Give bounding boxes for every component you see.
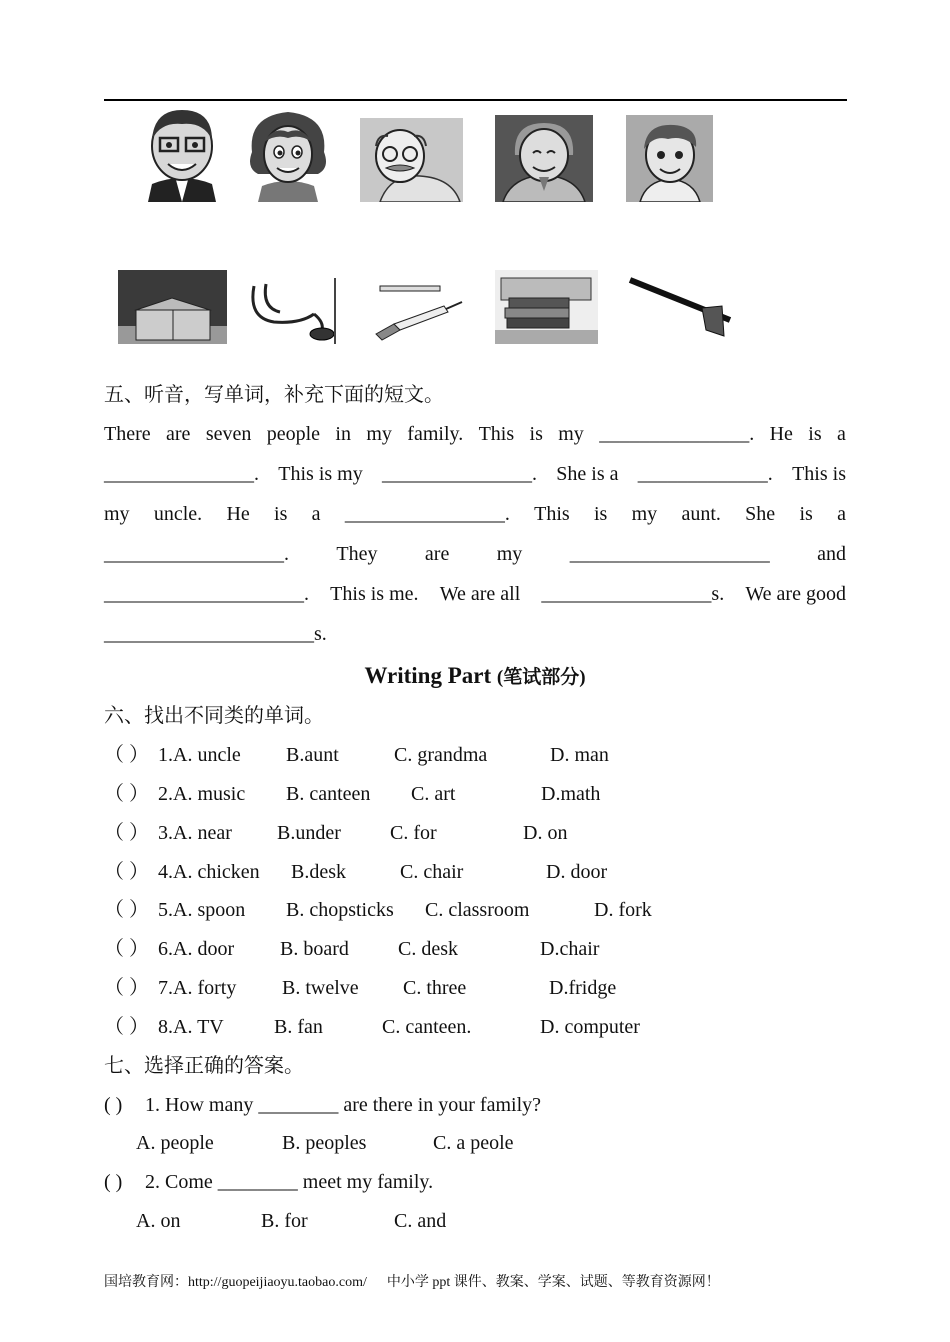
option-c: C. canteen.: [382, 1016, 472, 1038]
passage-blank: _______________.: [104, 463, 259, 485]
passage-word: This: [534, 503, 570, 525]
footer: [104, 1271, 720, 1291]
option-b: B. twelve: [282, 977, 359, 999]
question-text: 2. Come ________ meet my family.: [145, 1171, 434, 1193]
option-a: 7.A. forty: [158, 977, 237, 999]
passage-word: my: [496, 543, 523, 565]
option-a: 5.A. spoon: [158, 899, 246, 921]
option-d: D. fork: [594, 899, 652, 921]
father-picture: [138, 104, 226, 202]
answer-paren[interactable]: （ ）: [104, 977, 149, 999]
option-b: B. chopsticks: [286, 899, 394, 921]
section5-heading: 五、听音，写单词，补充下面的短文。: [104, 384, 444, 406]
passage-blank: __________________.: [104, 543, 289, 565]
option-b: B.aunt: [286, 744, 339, 766]
answer-paren[interactable]: （ ）: [104, 861, 149, 883]
passage-line-3: [104, 502, 846, 526]
passage-word: people: [266, 423, 321, 445]
writing-part-title-main: Writing Part: [364, 663, 492, 688]
stethoscope-picture: [244, 278, 338, 344]
passage-blank: _________________s.: [541, 583, 725, 605]
option-b: B. fan: [274, 1016, 323, 1038]
answer-paren[interactable]: （ ）: [104, 938, 149, 960]
passage-word: my: [558, 423, 584, 445]
option-c: C. a peole: [433, 1132, 514, 1154]
option-d: D.chair: [540, 938, 600, 960]
passage-blank: ________________.: [344, 503, 510, 525]
passage-word: my: [104, 503, 130, 525]
answer-paren[interactable]: （ ）: [104, 899, 149, 921]
passage-word: aunt.: [681, 503, 721, 525]
option-b: B. canteen: [286, 783, 371, 805]
option-d: D. on: [523, 822, 568, 844]
option-a: 3.A. near: [158, 822, 232, 844]
passage-word: uncle.: [153, 503, 203, 525]
option-d: D. door: [546, 861, 608, 883]
blackboard-picture: [118, 270, 227, 344]
boy-picture: [626, 115, 713, 202]
passage-word: is: [808, 423, 822, 445]
passage-word: is: [799, 503, 813, 525]
option-c: C. and: [394, 1210, 447, 1232]
option-a: 6.A. door: [158, 938, 235, 960]
option-a: 8.A. TV: [158, 1016, 224, 1038]
option-b: B.under: [277, 822, 341, 844]
passage-text: This is: [792, 463, 846, 485]
option-a: 2.A. music: [158, 783, 246, 805]
option-c: C. for: [390, 822, 437, 844]
passage-word: She: [745, 503, 776, 525]
passage-word: They: [336, 543, 378, 565]
mother-picture: [244, 108, 332, 202]
passage-word: family.: [407, 423, 464, 445]
answer-paren[interactable]: （ ）: [104, 822, 149, 844]
top-rule: [104, 99, 847, 101]
option-a: 4.A. chicken: [158, 861, 260, 883]
answer-paren[interactable]: ( ): [104, 1094, 123, 1116]
passage-word: This: [478, 423, 515, 445]
option-b: B.desk: [291, 861, 346, 883]
answer-paren[interactable]: ( ): [104, 1171, 123, 1193]
option-d: D. computer: [540, 1016, 640, 1038]
passage-word: seven: [205, 423, 252, 445]
passage-text: We are good: [745, 583, 846, 605]
passage-word: my: [631, 503, 658, 525]
writing-part-title-sub: (笔试部分): [496, 667, 586, 688]
answer-paren[interactable]: （ ）: [104, 744, 149, 766]
question-text: 1. How many ________ are there in your family?: [145, 1094, 542, 1116]
option-b: B. peoples: [282, 1132, 367, 1154]
footer-site: 国培教育网：http://guopeijiaoyu.taobao.com/: [104, 1275, 367, 1290]
passage-blank: ____________________: [569, 543, 770, 565]
passage-word: a: [836, 423, 846, 445]
passage-word: is: [274, 503, 288, 525]
passage-word: is: [593, 503, 608, 525]
passage-word: are: [424, 543, 450, 565]
passage-word: is: [529, 423, 543, 445]
option-a: A. on: [136, 1210, 181, 1232]
option-c: C. desk: [398, 938, 458, 960]
grandpa-picture: [360, 118, 463, 202]
passage-line-4: [104, 542, 846, 566]
footer-desc: 中小学 ppt 课件、教案、学案、试题、等教育资源网！: [386, 1275, 720, 1290]
passage-text: We are all: [439, 583, 521, 605]
option-b: B. for: [261, 1210, 308, 1232]
books-picture: [495, 270, 598, 344]
option-c: C. classroom: [425, 899, 530, 921]
passage-word: There: [104, 423, 151, 445]
option-c: C. three: [403, 977, 467, 999]
passage-text: She is a: [556, 463, 619, 485]
option-b: B. board: [280, 938, 349, 960]
passage-blank: _______________.: [599, 423, 755, 445]
answer-paren[interactable]: （ ）: [104, 783, 149, 805]
section6-heading: 六、找出不同类的单词。: [104, 705, 324, 727]
section7-heading: 七、选择正确的答案。: [104, 1055, 304, 1077]
passage-line-1: [104, 422, 846, 446]
writing-part-title: [0, 662, 950, 689]
passage-word: He: [769, 423, 793, 445]
answer-paren[interactable]: （ ）: [104, 1016, 149, 1038]
passage-line-2: [104, 462, 846, 486]
grandma-picture: [495, 115, 593, 202]
passage-blank: ____________________.: [104, 583, 309, 605]
passage-text: This is me.: [330, 583, 419, 605]
option-c: C. grandma: [394, 744, 488, 766]
axe-picture: [626, 270, 734, 344]
option-d: D.fridge: [549, 977, 617, 999]
option-d: D.math: [541, 783, 601, 805]
syringe-picture: [360, 280, 464, 344]
passage-blank: _____________.: [637, 463, 773, 485]
passage-word: are: [166, 423, 191, 445]
passage-blank: _______________.: [382, 463, 538, 485]
option-d: D. man: [550, 744, 609, 766]
passage-text: This is my: [278, 463, 363, 485]
option-a: A. people: [136, 1132, 214, 1154]
passage-word: my: [366, 423, 392, 445]
passage-blank: _____________________s.: [104, 623, 327, 645]
passage-word: He: [226, 503, 250, 525]
option-c: C. art: [411, 783, 456, 805]
passage-word: in: [335, 423, 351, 445]
passage-line-5: [104, 582, 846, 606]
option-c: C. chair: [400, 861, 464, 883]
passage-line-6: [104, 622, 327, 646]
option-a: 1.A. uncle: [158, 744, 241, 766]
passage-word: and: [817, 543, 846, 565]
passage-word: a: [311, 503, 321, 525]
passage-word: a: [837, 503, 846, 525]
